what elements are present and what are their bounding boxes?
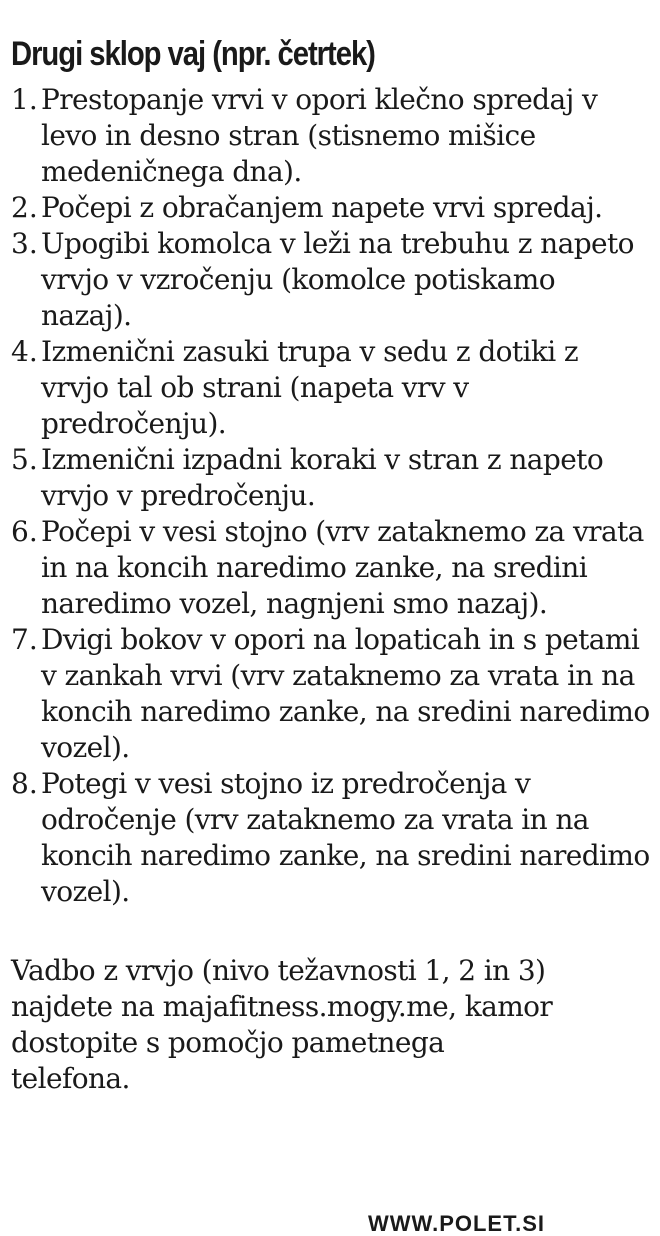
item-number: 1.: [11, 83, 38, 116]
item-text: Izmenični zasuki trupa v sedu z dotiki z vrvjo tal ob strani (napeta vrv v predročenju).: [41, 335, 579, 440]
item-number: 2.: [11, 191, 38, 224]
list-item: [11, 334, 651, 442]
list-item: [11, 82, 651, 190]
exercise-list: [11, 82, 651, 910]
item-text: Počepi z obračanjem napete vrvi spredaj.: [41, 191, 603, 224]
item-text: Počepi v vesi stojno (vrv zataknemo za vrata in na koncih naredimo zanke, na sredini naredimo vozel, nagnjeni smo nazaj).: [41, 515, 644, 620]
list-item: [11, 442, 651, 514]
item-number: 4.: [11, 335, 38, 368]
closing-note: Vadbo z vrvjo (nivo težavnosti 1, 2 in 3) najdete na majafitness.mogy.me, kamor dostopite s pomočjo pametnega telefona.: [11, 954, 553, 1095]
item-text: Dvigi bokov v opori na lopaticah in s petami v zankah vrvi (vrv zataknemo za vrata in na koncih naredimo zanke, na sredini naredimo vozel).: [41, 623, 650, 764]
list-item: [11, 226, 651, 334]
footer-url: WWW.POLET.SI: [368, 1211, 545, 1236]
list-item: [11, 622, 651, 766]
list-item: [11, 190, 651, 226]
item-number: 5.: [11, 443, 38, 476]
list-item: [11, 766, 651, 910]
item-number: 6.: [11, 515, 38, 548]
item-number: 3.: [11, 227, 38, 260]
article-body: [11, 34, 651, 1097]
list-item: [11, 514, 651, 622]
section-heading: Drugi sklop vaj (npr. četrtek): [11, 35, 375, 73]
item-text: Potegi v vesi stojno iz predročenja v odročenje (vrv zataknemo za vrata in na koncih naredimo zanke, na sredini naredimo vozel).: [41, 767, 650, 908]
item-number: 7.: [11, 623, 38, 656]
item-text: Upogibi komolca v leži na trebuhu z napeto vrvjo v vzročenju (komolce potiskamo nazaj).: [41, 227, 634, 332]
item-number: 8.: [11, 767, 38, 800]
item-text: Izmenični izpadni koraki v stran z napeto vrvjo v predročenju.: [41, 443, 604, 512]
item-text: Prestopanje vrvi v opori klečno spredaj v levo in desno stran (stisnemo mišice medeničnega dna).: [41, 83, 598, 188]
